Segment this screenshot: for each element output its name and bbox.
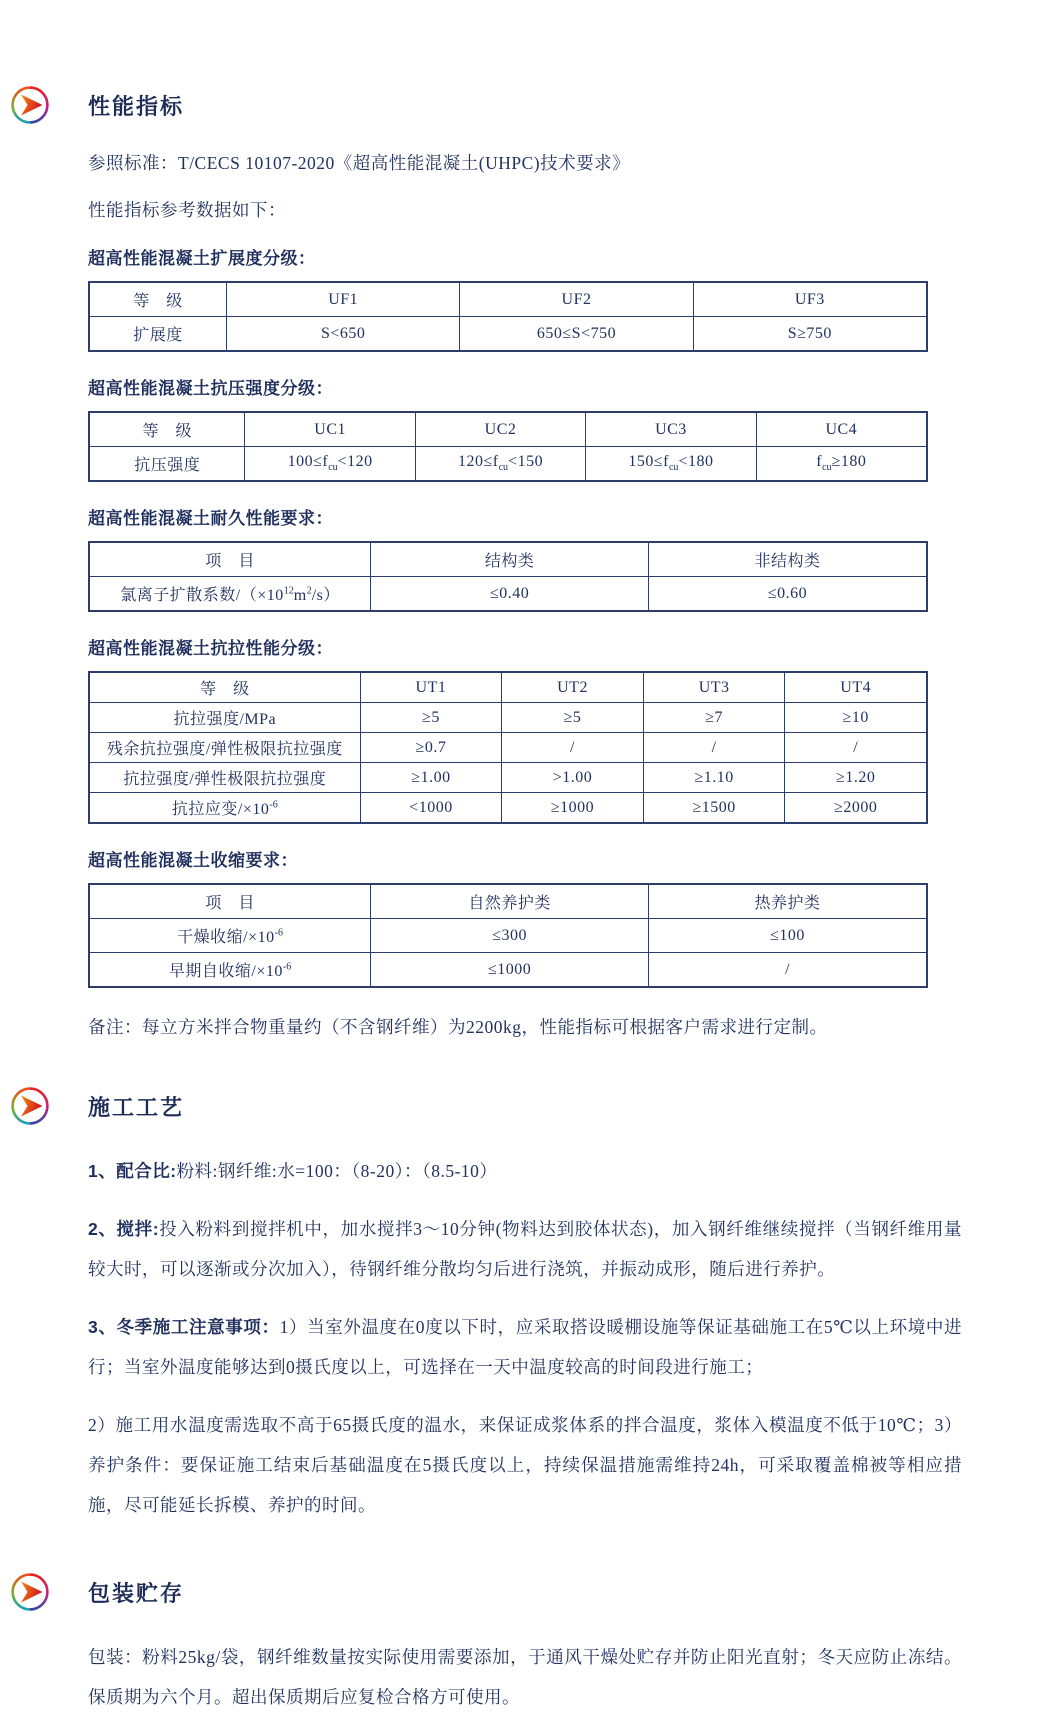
table-cell: ≥0.7 bbox=[360, 733, 502, 763]
table-header-cell: UC1 bbox=[245, 412, 415, 447]
section-header-packaging bbox=[10, 1571, 962, 1613]
table-cell: S<650 bbox=[227, 317, 460, 352]
table-header-cell: 自然养护类 bbox=[371, 884, 649, 919]
table-cell: ≤1000 bbox=[371, 953, 649, 988]
table-row bbox=[89, 703, 927, 733]
table-cell: ≥1.10 bbox=[643, 763, 785, 793]
arrow-bullet-icon bbox=[10, 1572, 50, 1612]
paragraph-label: 1、配合比: bbox=[88, 1161, 177, 1181]
paragraph-label: 2、搅拌: bbox=[88, 1219, 160, 1239]
table-cell: / bbox=[785, 733, 927, 763]
table-cell: $f_{cu}\ge 180$ bbox=[756, 447, 927, 482]
table-cell: $100\le f_{cu}<120$ bbox=[245, 447, 415, 482]
table-row bbox=[89, 793, 927, 824]
table-cell: ≤0.60 bbox=[649, 577, 927, 612]
table-caption-spread: 超高性能混凝土扩展度分级： bbox=[88, 249, 316, 268]
reference-standard-line: 参照标准：T/CECS 10107-2020《超高性能混凝土(UHPC)技术要求》 bbox=[88, 153, 631, 173]
paragraph-label: 3、冬季施工注意事项： bbox=[88, 1317, 280, 1337]
table-header-cell: UC4 bbox=[756, 412, 927, 447]
table-header-cell: UT4 bbox=[785, 672, 927, 703]
table-row bbox=[89, 317, 927, 352]
table-header-cell: UF1 bbox=[227, 282, 460, 317]
table-caption-tensile: 超高性能混凝土抗拉性能分级： bbox=[88, 639, 333, 658]
paragraph-text: 包装：粉料25kg/袋，钢纤维数量按实际使用需要添加，于通风干燥处贮存并防止阳光直射；冬天应防止冻结。保质期为六个月。超出保质期后应复检合格方可使用。 bbox=[88, 1647, 962, 1707]
table-cell: ≤300 bbox=[371, 919, 649, 953]
arrow-bullet-icon bbox=[10, 1086, 50, 1126]
table-row bbox=[89, 577, 927, 612]
construction-paragraph bbox=[88, 1209, 962, 1289]
compressive-grade-table bbox=[88, 411, 928, 482]
table-row bbox=[89, 919, 927, 953]
table-header-cell: 项 目 bbox=[89, 884, 371, 919]
construction-paragraph bbox=[88, 1307, 962, 1387]
durability-table bbox=[88, 541, 928, 612]
arrow-bullet-icon bbox=[10, 85, 50, 125]
section-title: 包装贮存 bbox=[88, 1580, 185, 1606]
table-cell: 残余抗拉强度/弹性极限抗拉强度 bbox=[89, 733, 360, 763]
table-caption-durability: 超高性能混凝土耐久性能要求： bbox=[88, 509, 333, 528]
table-header-row bbox=[89, 672, 927, 703]
paragraph-text: 2）施工用水温度需选取不高于65摄氏度的温水，来保证成浆体系的拌合温度，浆体入模温度不低于10℃；3）养护条件：要保证施工结束后基础温度在5摄氏度以上，持续保温措施需维持24h，可采取覆盖棉被等相应措施，尽可能延长拆模、养护的时间。 bbox=[88, 1415, 962, 1515]
table-header-cell: UC3 bbox=[586, 412, 756, 447]
table-cell: 650≤S<750 bbox=[460, 317, 693, 352]
table-cell: / bbox=[502, 733, 644, 763]
table-header-cell: 项 目 bbox=[89, 542, 371, 577]
table-cell: 抗拉应变$/\times 10^{-6}$ bbox=[89, 793, 360, 824]
table-cell: >1.00 bbox=[502, 763, 644, 793]
section-header-construction bbox=[10, 1085, 962, 1127]
table-header-cell: UT2 bbox=[502, 672, 644, 703]
table-header-cell: 结构类 bbox=[371, 542, 649, 577]
table-cell: / bbox=[649, 953, 927, 988]
construction-paragraph bbox=[88, 1405, 962, 1525]
table-cell: ≥2000 bbox=[785, 793, 927, 824]
table-header-cell: 热养护类 bbox=[649, 884, 927, 919]
intro-line: 性能指标参考数据如下： bbox=[88, 200, 286, 220]
tensile-grade-table bbox=[88, 671, 928, 824]
table-cell: 氯离子扩散系数$/(\times 10^{12}m^2/s)$ bbox=[89, 577, 371, 612]
table-cell: ≥1000 bbox=[502, 793, 644, 824]
table-cell: ≥1.00 bbox=[360, 763, 502, 793]
table-header-cell: UC2 bbox=[415, 412, 585, 447]
table-header-cell: UT1 bbox=[360, 672, 502, 703]
section-title: 性能指标 bbox=[88, 93, 185, 119]
table-cell: 干燥收缩$/\times 10^{-6}$ bbox=[89, 919, 371, 953]
table-row bbox=[89, 733, 927, 763]
table-cell: ≥10 bbox=[785, 703, 927, 733]
table-cell: S≥750 bbox=[693, 317, 927, 352]
table-cell: 抗压强度 bbox=[89, 447, 245, 482]
table-caption-shrinkage: 超高性能混凝土收缩要求： bbox=[88, 851, 298, 870]
table-header-row bbox=[89, 542, 927, 577]
section-construction bbox=[88, 1085, 962, 1525]
spread-grade-table bbox=[88, 281, 928, 352]
section-header-performance bbox=[10, 84, 962, 126]
table-cell: ≤0.40 bbox=[371, 577, 649, 612]
table-cell: ≤100 bbox=[649, 919, 927, 953]
table-cell: $150\le f_{cu}<180$ bbox=[586, 447, 756, 482]
performance-note: 备注：每立方米拌合物重量约（不含钢纤维）为2200kg，性能指标可根据客户需求进行定制。 bbox=[88, 1017, 828, 1037]
table-cell: <1000 bbox=[360, 793, 502, 824]
section-title: 施工工艺 bbox=[88, 1094, 185, 1120]
construction-paragraph bbox=[88, 1151, 962, 1191]
table-cell: $120\le f_{cu}<150$ bbox=[415, 447, 585, 482]
table-header-row bbox=[89, 282, 927, 317]
table-header-cell: UF3 bbox=[693, 282, 927, 317]
table-header-row bbox=[89, 412, 927, 447]
table-header-cell: 非结构类 bbox=[649, 542, 927, 577]
table-cell: 抗拉强度/弹性极限抗拉强度 bbox=[89, 763, 360, 793]
table-row bbox=[89, 447, 927, 482]
table-cell: 扩展度 bbox=[89, 317, 227, 352]
packaging-paragraph bbox=[88, 1637, 962, 1717]
table-cell: 抗拉强度/MPa bbox=[89, 703, 360, 733]
paragraph-text: 投入粉料到搅拌机中，加水搅拌3～10分钟(物料达到胶体状态)，加入钢纤维继续搅拌（当钢纤维用量较大时，可以逐渐或分次加入），待钢纤维分散均匀后进行浇筑，并振动成形，随后进行养护。 bbox=[88, 1219, 962, 1279]
table-row bbox=[89, 763, 927, 793]
table-cell: ≥5 bbox=[502, 703, 644, 733]
table-cell: / bbox=[643, 733, 785, 763]
table-header-cell: 等 级 bbox=[89, 672, 360, 703]
section-packaging bbox=[88, 1571, 962, 1717]
table-caption-compressive: 超高性能混凝土抗压强度分级： bbox=[88, 379, 333, 398]
table-cell: ≥1500 bbox=[643, 793, 785, 824]
shrinkage-table bbox=[88, 883, 928, 988]
table-header-cell: 等 级 bbox=[89, 412, 245, 447]
table-header-cell: UT3 bbox=[643, 672, 785, 703]
table-cell: 早期自收缩$/\times 10^{-6}$ bbox=[89, 953, 371, 988]
paragraph-text: 粉料:钢纤维:水=100：（8-20）：（8.5-10） bbox=[176, 1161, 498, 1181]
table-header-cell: 等 级 bbox=[89, 282, 227, 317]
table-cell: ≥1.20 bbox=[785, 763, 927, 793]
table-cell: ≥7 bbox=[643, 703, 785, 733]
table-header-row bbox=[89, 884, 927, 919]
paragraph-text: 1）当室外温度在0度以下时，应采取搭设暖棚设施等保证基础施工在5℃以上环境中进行；当室外温度能够达到0摄氏度以上，可选择在一天中温度较高的时间段进行施工； bbox=[88, 1317, 963, 1377]
table-row bbox=[89, 953, 927, 988]
table-header-cell: UF2 bbox=[460, 282, 693, 317]
table-cell: ≥5 bbox=[360, 703, 502, 733]
